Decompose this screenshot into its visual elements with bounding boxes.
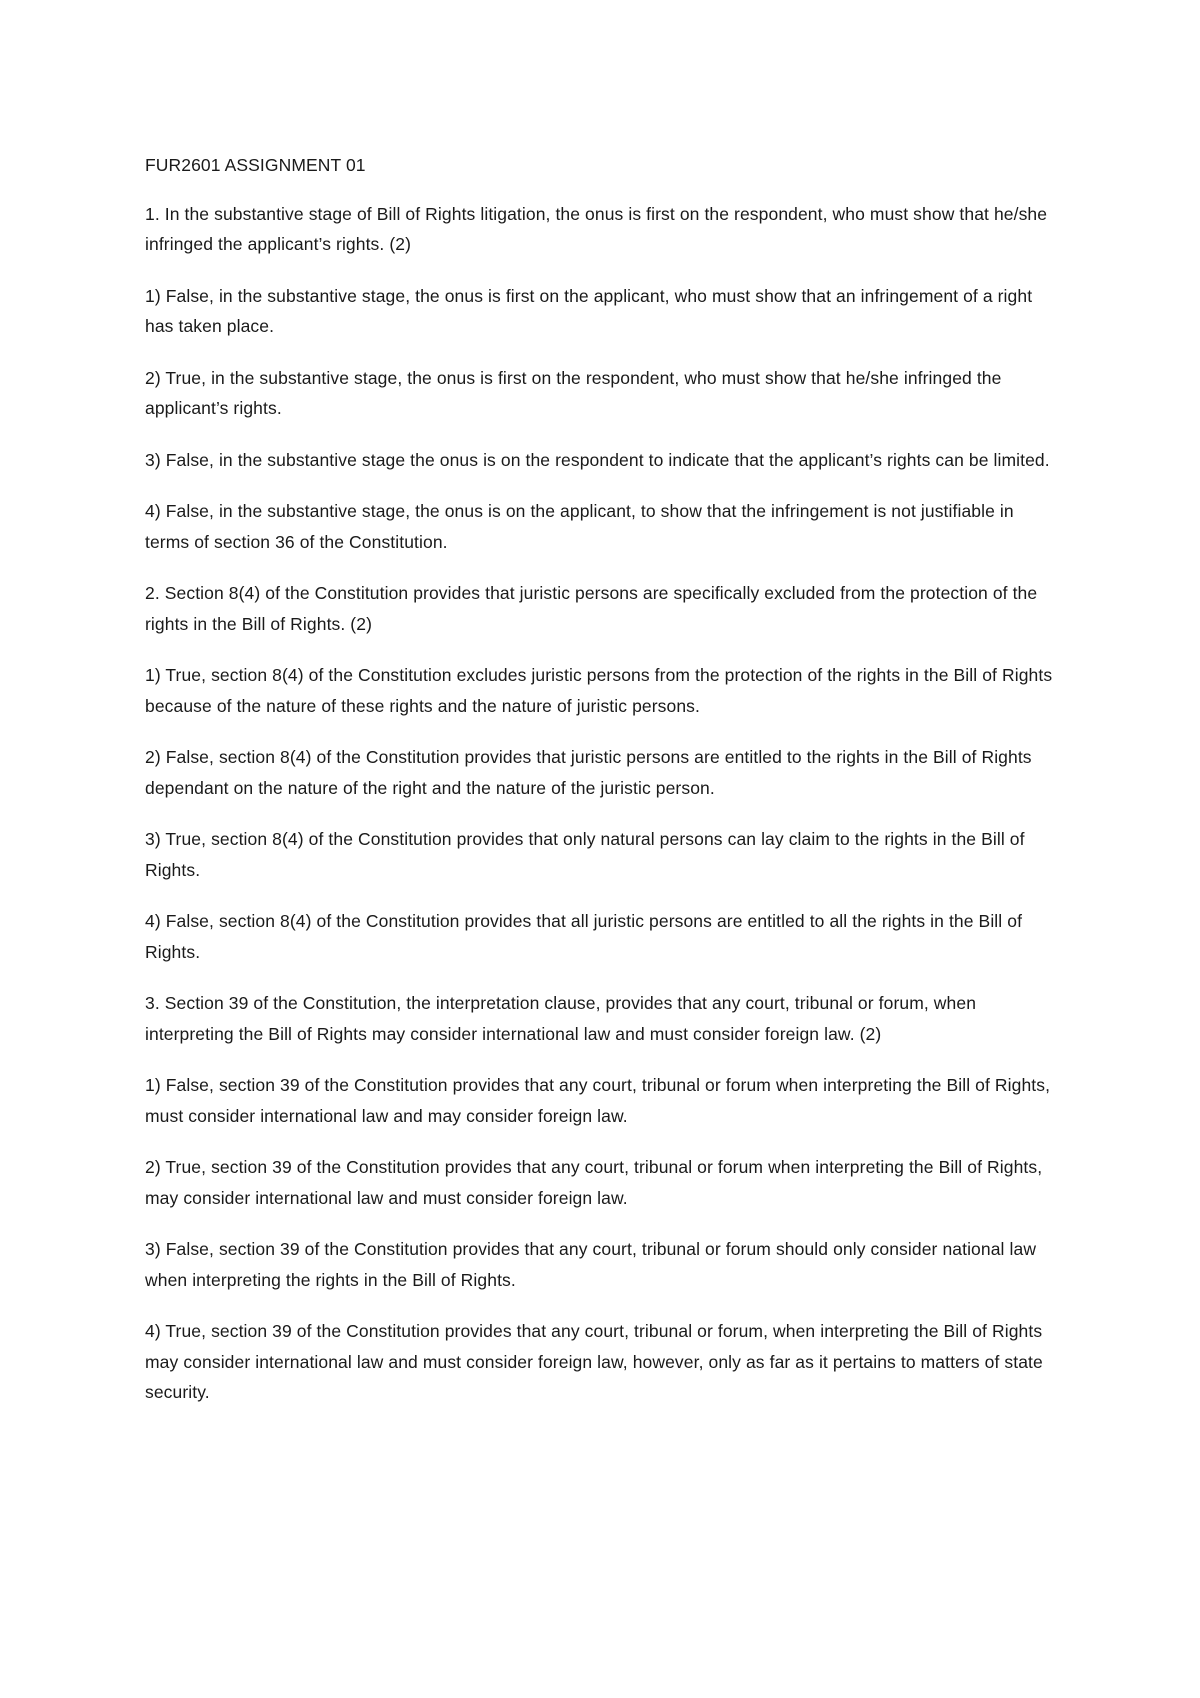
question-2-option-1: 1) True, section 8(4) of the Constitution excludes juristic persons from the protection of the rights in the Bill of Rights because of the nature of these rights and the nature of juristic persons. [145,665,1053,716]
question-block-3 [145,988,1060,1408]
question-block-1 [145,199,1060,558]
question-2-option-3: 3) True, section 8(4) of the Constitution provides that only natural persons can lay claim to the rights in the Bill of Rights. [145,829,1025,880]
question-3-option-4: 4) True, section 39 of the Constitution provides that any court, tribunal or forum, when interpreting the Bill of Rights may consider international law and must consider foreign law, however, only as far as it pertains to matters of state security. [145,1321,1043,1402]
question-3-option-2: 2) True, section 39 of the Constitution provides that any court, tribunal or forum when interpreting the Bill of Rights, may consider international law and must consider foreign law. [145,1157,1043,1208]
question-1-option-3: 3) False, in the substantive stage the onus is on the respondent to indicate that the applicant’s rights can be limited. [145,449,1050,470]
question-1-option-1: 1) False, in the substantive stage, the onus is first on the applicant, who must show that an infringement of a right has taken place. [145,285,1033,336]
question-1-option-4: 4) False, in the substantive stage, the onus is on the applicant, to show that the infringement is not justifiable in terms of section 36 of the Constitution. [145,501,1014,552]
document-body [145,150,1060,1429]
question-3: 3. Section 39 of the Constitution, the interpretation clause, provides that any court, tribunal or forum, when interpreting the Bill of Rights may consider international law and must consider foreign law. (2) [145,993,977,1044]
question-3-option-1: 1) False, section 39 of the Constitution provides that any court, tribunal or forum when interpreting the Bill of Rights, must consider international law and may consider foreign law. [145,1075,1051,1126]
question-1: 1. In the substantive stage of Bill of Rights litigation, the onus is first on the respondent, who must show that he/she infringed the applicant’s rights. (2) [145,203,1048,254]
question-2: 2. Section 8(4) of the Constitution provides that juristic persons are specifically excluded from the protection of the rights in the Bill of Rights. (2) [145,583,1038,634]
question-block-2 [145,578,1060,967]
question-2-option-2: 2) False, section 8(4) of the Constitution provides that juristic persons are entitled to the rights in the Bill of Rights dependant on the nature of the right and the nature of the juristic person. [145,747,1032,798]
question-1-option-2: 2) True, in the substantive stage, the onus is first on the respondent, who must show that he/she infringed the applicant’s rights. [145,367,1002,418]
question-2-option-4: 4) False, section 8(4) of the Constitution provides that all juristic persons are entitled to all the rights in the Bill of Rights. [145,911,1023,962]
question-3-option-3: 3) False, section 39 of the Constitution provides that any court, tribunal or forum should only consider national law when interpreting the rights in the Bill of Rights. [145,1239,1037,1290]
document-title: FUR2601 ASSIGNMENT 01 [145,155,366,175]
